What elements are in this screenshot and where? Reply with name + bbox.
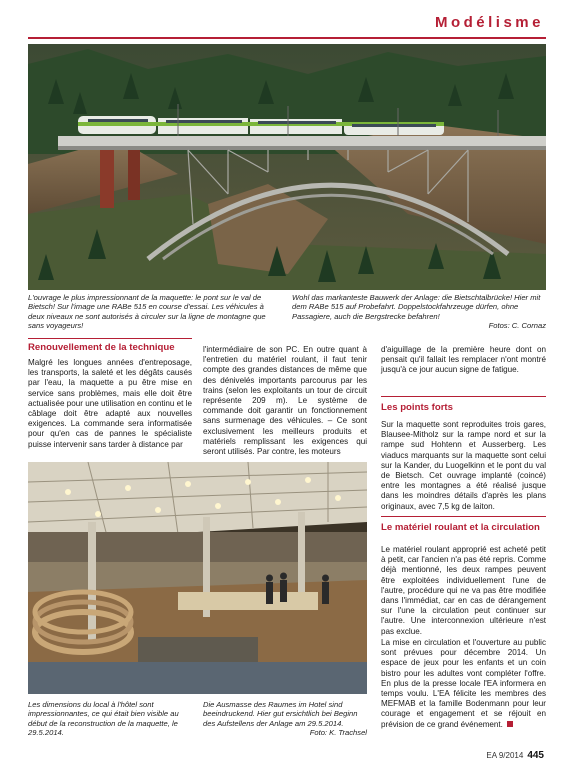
top-caption-de — [292, 293, 546, 331]
bridge-photo-icon — [28, 44, 546, 290]
section-title: Modélisme — [434, 14, 544, 31]
col1-rule — [28, 338, 192, 339]
top-caption-credit: Fotos: C. Cornaz — [488, 321, 546, 331]
hall-photo-icon — [28, 462, 367, 694]
heading-materiel-roulant: Le matériel roulant et la circulation — [381, 522, 540, 533]
header-rule — [28, 37, 546, 39]
col1-text: Malgré les longues années d'entreposage, les transports, la saleté et les dégâts causés par l'eau, la maquette a pu être mise en service sans problèmes, mais elle doit être actualisée pour une utilisation en continu et le câblage doit être adapté aux nouvelles exigences. La commande sera informatisée pour qu'en cas de pannes le spécialiste puisse intervenir sans tarder à distance par — [28, 358, 192, 449]
bottom-caption-de — [203, 700, 367, 738]
page-footer — [486, 750, 544, 761]
heading-renouvellement: Renouvellement de la technique — [28, 342, 175, 353]
col3-text-3-content: La mise en circulation et l'ouverture au public sont prévues pour décembre 2014. Un espace de jeux pour les enfants et un coin bistro pour les adultes vont compléter l'offre. En plus de la presse locale l'EA informera en temps voulu. L'EA félicite les membres des MEFMAB et la famille Bodenmann pour leur courage et engagement et se réjouit en prévision de ce grand événement. — [381, 638, 546, 729]
col3-intro: d'aiguillage de la première heure dont on pensait qu'il fallait les remplacer n'ont montré jusqu'à ce jour aucun signe de fatigue. — [381, 345, 546, 375]
bottom-caption-credit: Foto: K. Trachsel — [309, 728, 367, 738]
col3-rule-2 — [381, 516, 546, 517]
col3-text-3 — [381, 638, 546, 730]
end-of-article-mark — [507, 721, 513, 727]
bridge-photo — [28, 44, 546, 290]
issue-label: EA 9/2014 — [486, 751, 524, 760]
col3-rule-1 — [381, 396, 546, 397]
col3-text-2: Le matériel roulant approprié est acheté petit à petit, car l'ancien n'a pas été repris. Comme déjà mentionné, les deux rampes peuvent être exploitées individuellement l'une de l'autre, procédure qui ne va pas être modifiée dans l'immédiat, car en cas de dérangement sur l'une la circulation peut continuer sur l'autre. Une interconnexion ultérieure n'est pas exclue. — [381, 545, 546, 636]
col2-text: l'intermédiaire de son PC. En outre quant à l'entretien du matériel roulant, il faut tenir compte des grandes distances de même que des dénivelés importants parcourus par les trains (selon les exploitants un tour de circuit représente 209 m). Le système de commande doit garantir un fonctionnement sans surmenage des véhicules. – Ce sont exclusivement les meilleurs produits et matériels remplissant les exigences qui seront utilisés. Par contre, les moteurs — [203, 345, 367, 457]
top-caption-fr: L'ouvrage le plus impressionnant de la maquette: le pont sur le val de Bietsch! Sur l'image une RABe 515 en course d'essai. Les véhicules à deux niveaux ne sont autorisés à circuler sur la ligne de montagne que sans voyageurs! — [28, 293, 266, 331]
bottom-caption-de-text: Die Ausmasse des Raumes im Hotel sind beeindruckend. Hier gut ersichtlich bei Beginn des Aufstellens der Anlage am 29.5.2014. — [203, 700, 358, 728]
col3-text-1: Sur la maquette sont reproduites trois gares, Blausee-Mitholz sur la rampe nord et sur la rampe sud Hohtenn et Ausserberg. Les viaducs marquants sur la maquette sont celui sur la Kander, du Luogelkinn et le pont du val de Bietsch. Cet ouvrage implanté (coincé) entre les montagnes a été réalisé jusque dans les moindres détails d'après les plans originaux, avec 7,5 kg de laiton. — [381, 420, 546, 511]
page-number: 445 — [527, 750, 544, 761]
hall-photo — [28, 462, 367, 694]
top-caption-de-text: Wohl das markanteste Bauwerk der Anlage: die Bietschtalbrücke! Hier mit dem RABe 515 auf Probefahrt. Doppelstockfahrzeuge dürfen, ohne Passagiere, auch die Bergstrecke befahren! — [292, 293, 541, 321]
bottom-caption-fr: Les dimensions du local à l'hôtel sont impressionnantes, ce qui était bien visible au début de la reconstruction de la maquette, le 29.5.2014. — [28, 700, 179, 738]
heading-points-forts: Les points forts — [381, 402, 453, 413]
